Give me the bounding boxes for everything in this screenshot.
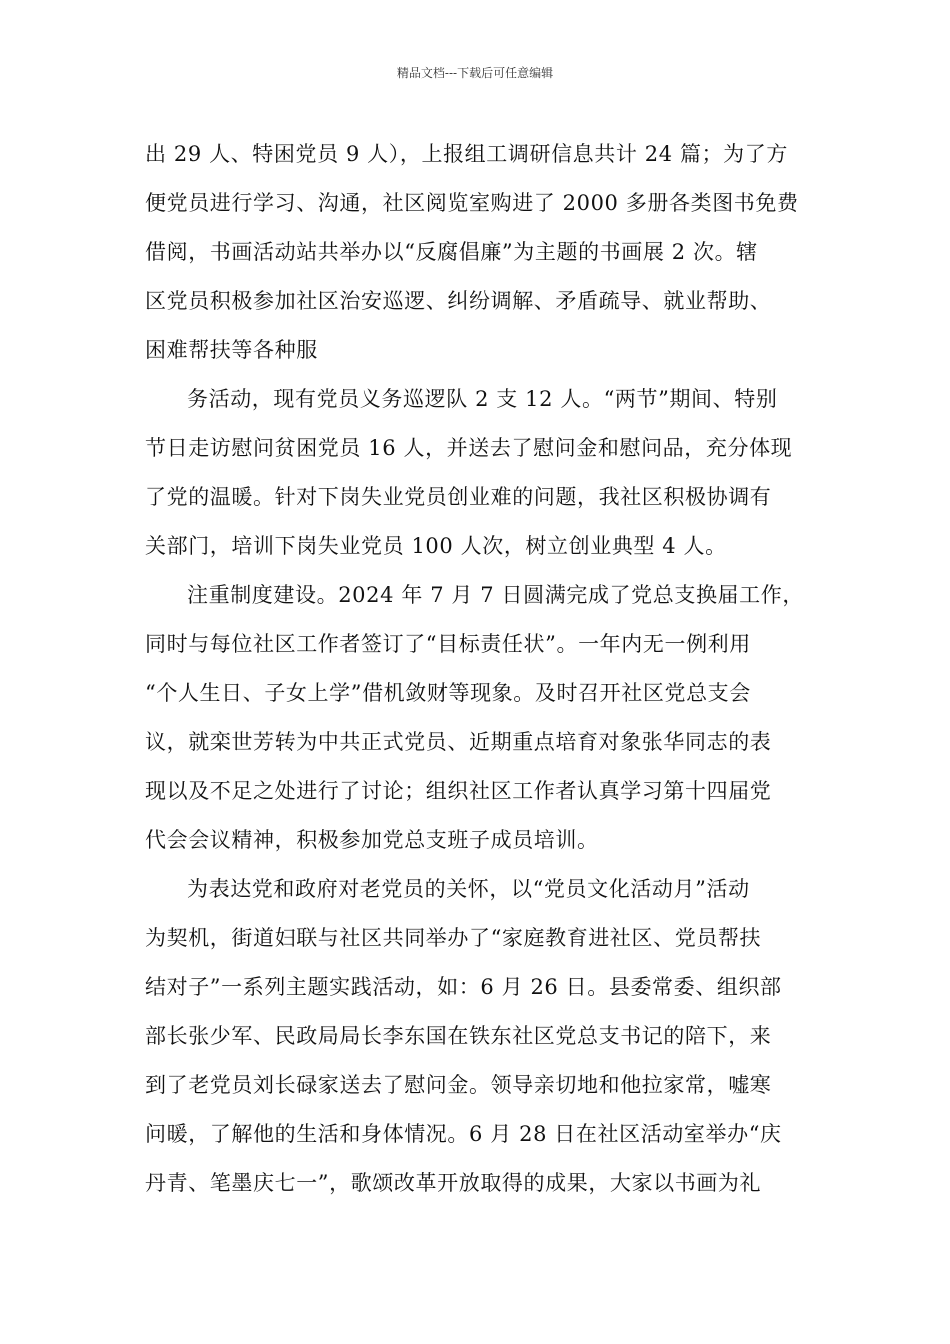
text-line: 借阅，书画活动站共举办以“反腐倡廉”为主题的书画展 2 次。辖 bbox=[145, 240, 758, 264]
text-line: 结对子”一系列主题实践活动，如：6 月 26 日。县委常委、组织部 bbox=[145, 975, 782, 999]
page-header: 精品文档---下载后可任意编辑 bbox=[396, 66, 554, 80]
text-line: 区党员积极参加社区治安巡逻、纠纷调解、矛盾疏导、就业帮助、 bbox=[145, 289, 772, 313]
text-line: 丹青、笔墨庆七一”，歌颂改革开放取得的成果，大家以书画为礼 bbox=[145, 1171, 762, 1195]
text-line: 关部门，培训下岗失业党员 100 人次，树立创业典型 4 人。 bbox=[145, 534, 727, 558]
text-line: 为表达党和政府对老党员的关怀，以“党员文化活动月”活动 bbox=[187, 877, 750, 901]
paragraph-1 bbox=[145, 130, 807, 375]
text-line: 到了老党员刘长碌家送去了慰问金。领导亲切地和他拉家常，嘘寒 bbox=[145, 1073, 772, 1097]
paragraph-2 bbox=[145, 375, 807, 571]
text-line: 便党员进行学习、沟通，社区阅览室购进了 2000 多册各类图书免费 bbox=[145, 191, 799, 215]
text-line: 注重制度建设。2024 年 7 月 7 日圆满完成了党总支换届工作， bbox=[187, 583, 804, 607]
paragraph-4 bbox=[145, 865, 807, 1208]
text-line: 部长张少军、民政局局长李东国在铁东社区党总支书记的陪下，来 bbox=[145, 1024, 772, 1048]
text-line: 节日走访慰问贫困党员 16 人，并送去了慰问金和慰问品，充分体现 bbox=[145, 436, 793, 460]
text-line: 困难帮扶等各种服 bbox=[145, 338, 318, 362]
text-line: 了党的温暖。针对下岗失业党员创业难的问题，我社区积极协调有 bbox=[145, 485, 772, 509]
paragraph-3 bbox=[145, 571, 807, 865]
text-line: 同时与每位社区工作者签订了“目标责任状”。一年内无一例利用 bbox=[145, 632, 751, 656]
text-line: 出 29 人、特困党员 9 人），上报组工调研信息共计 24 篇；为了方 bbox=[145, 142, 788, 166]
document-body bbox=[145, 130, 807, 1208]
text-line: 代会会议精神，积极参加党总支班子成员培训。 bbox=[145, 828, 599, 852]
text-line: 现以及不足之处进行了讨论；组织社区工作者认真学习第十四届党 bbox=[145, 779, 772, 803]
text-line: 问暖，了解他的生活和身体情况。6 月 28 日在社区活动室举办“庆 bbox=[145, 1122, 782, 1146]
text-line: “个人生日、子女上学”借机敛财等现象。及时召开社区党总支会 bbox=[145, 681, 751, 705]
text-line: 务活动，现有党员义务巡逻队 2 支 12 人。“两节”期间、特别 bbox=[187, 387, 778, 411]
text-line: 为契机，街道妇联与社区共同举办了“家庭教育进社区、党员帮扶 bbox=[145, 926, 762, 950]
text-line: 议，就栾世芳转为中共正式党员、近期重点培育对象张华同志的表 bbox=[145, 730, 772, 754]
